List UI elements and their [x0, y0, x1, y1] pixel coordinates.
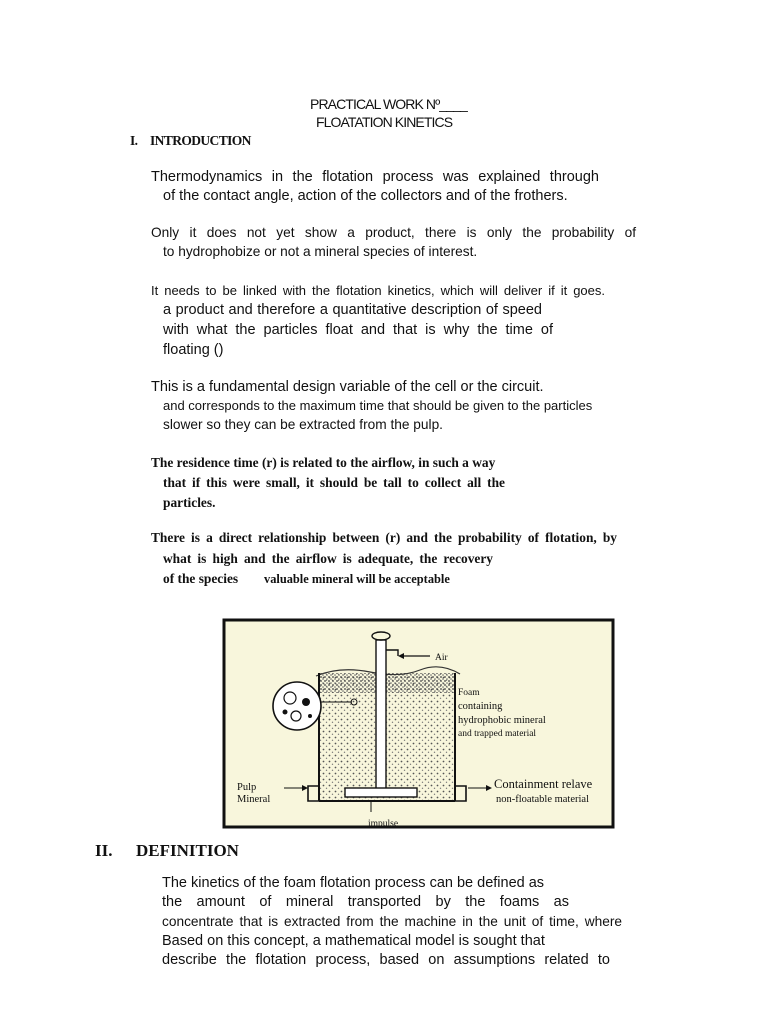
intro-p5-line2: that if this were small, it should be tall to collect all the: [163, 475, 505, 490]
def-line2: the amount of mineral transported by the foams as: [162, 894, 569, 910]
doc-subtitle: FLOATATION KINETICS: [316, 114, 453, 130]
foam-label-1: Foam: [458, 688, 480, 698]
intro-p3-line1: It needs to be linked with the flotation kinetics, which will deliver if it goes.: [151, 283, 605, 298]
section-2-title: DEFINITION: [136, 841, 239, 860]
section-2-number: II.: [95, 841, 113, 860]
foam-label-4: and trapped material: [458, 729, 537, 739]
def-line4: Based on this concept, a mathematical model is sought that: [162, 933, 545, 949]
intro-p3-line4: floating (): [163, 342, 224, 358]
intro-p5-line3: particles.: [163, 495, 216, 510]
pulp-label-1: Pulp: [237, 782, 257, 793]
intro-p6-line1: There is a direct relationship between (r) and the probability of flotation, by: [151, 530, 617, 545]
intro-p6-line3a: of the species: [163, 571, 239, 586]
containment-label-1: Containment relave: [494, 777, 593, 791]
foam-label-2: containing: [458, 701, 503, 712]
air-label: Air: [435, 653, 448, 663]
intro-p4-line1: This is a fundamental design variable of the cell or the circuit.: [151, 379, 544, 395]
foam-layer: [319, 673, 455, 693]
doc-title: PRACTICAL WORK Nº____: [310, 96, 467, 112]
intro-p1-line1: Thermodynamics in the flotation process was explained through: [151, 169, 599, 185]
intro-p2-line2: to hydrophobize or not a mineral species of interest.: [163, 244, 478, 259]
intro-p6-line2: what is high and the airflow is adequate, the recovery: [163, 551, 493, 566]
flotation-cell-figure: [220, 616, 617, 831]
intro-p1-line2: of the contact angle, action of the collectors and of the frothers.: [163, 188, 568, 204]
pulp-label-2: Mineral: [237, 794, 271, 805]
intro-p3-line2: a product and therefore a quantitative description of speed: [163, 302, 542, 318]
bubble-inset: [273, 682, 321, 730]
intro-p5-line1: The residence time (r) is related to the airflow, in such a way: [151, 455, 496, 470]
foam-label-3: hydrophobic mineral: [458, 715, 546, 726]
intro-p4-line3: slower so they can be extracted from the pulp.: [163, 417, 443, 432]
def-line3: concentrate that is extracted from the machine in the unit of time, where: [162, 914, 622, 929]
def-line5: describe the flotation process, based on assumptions related to: [162, 952, 610, 968]
section-1-title: INTRODUCTION: [150, 133, 251, 148]
intro-p2-line1: Only it does not yet show a product, there is only the probability of: [151, 225, 636, 240]
def-line1: The kinetics of the foam flotation process can be defined as: [162, 875, 545, 891]
section-1-number: I.: [130, 133, 138, 148]
impeller-icon: [345, 788, 417, 797]
intro-p3-line3: with what the particles float and that is why the time of: [163, 322, 553, 338]
intro-p6-line3b: valuable mineral will be acceptable: [264, 572, 450, 586]
impulse-label: impulse: [368, 819, 399, 829]
intro-p4-line2: and corresponds to the maximum time that should be given to the particles: [163, 398, 593, 413]
impeller-shaft: [376, 640, 386, 792]
containment-label-2: non-floatable material: [496, 794, 589, 805]
